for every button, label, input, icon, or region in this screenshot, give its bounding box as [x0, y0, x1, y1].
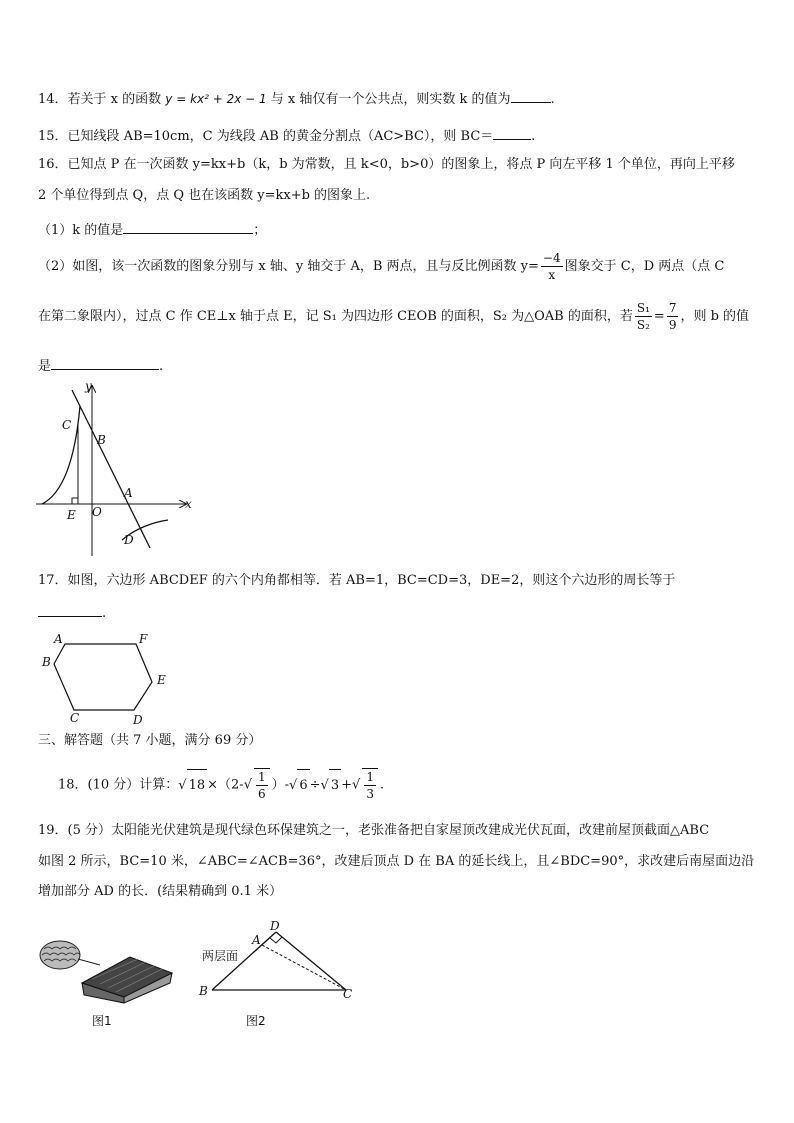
frac-den: x [548, 268, 556, 282]
sqrt-3: √ 3 [321, 769, 342, 802]
q16-part1-label: （1）k 的值是 [38, 223, 124, 238]
q15-end: . [531, 129, 536, 144]
q17-line2 [38, 602, 106, 623]
label-O: O [92, 505, 102, 519]
q18-end: . [379, 777, 385, 793]
tri-label-D: D [270, 919, 280, 933]
tri-label-A: A [252, 933, 261, 947]
q16-line4 [38, 300, 749, 333]
hex-label-F: F [139, 632, 148, 646]
side-dc [276, 932, 346, 990]
fraction-neg4-over-x [541, 250, 563, 283]
hex-label-C: C [70, 711, 80, 725]
label-C: C [62, 418, 72, 432]
label-y: y [85, 379, 92, 393]
q16-part2-suffix: 图象交于 C，D 两点（点 C [564, 259, 725, 274]
side-ac-dashed [262, 945, 346, 990]
tri-label-B: B [199, 984, 208, 998]
q16-line4-text: 在第二象限内），过点 C 作 CE⊥x 轴于点 E，记 S₁ 为四边形 CEOB 的面积，S₂ 为△OAB 的面积，若 [38, 309, 633, 324]
label-B: B [97, 433, 106, 447]
question-15 [38, 125, 535, 146]
right-angle-d [270, 937, 282, 943]
hex-label-A: A [54, 632, 63, 646]
q17-end: . [102, 606, 107, 621]
q15-text: 15．已知线段 AB=10cm，C 为线段 AB 的黄金分割点（AC>BC），则 BC＝ [38, 129, 494, 144]
answer-blank [51, 355, 159, 370]
label-A: A [124, 486, 133, 500]
answer-blank [511, 88, 551, 103]
q19-line3: 增加部分 AD 的长．(结果精确到 0.1 米） [38, 884, 283, 899]
q16-line4-suffix: ，则 b 的值 [680, 309, 750, 324]
hex-label-E: E [157, 673, 166, 687]
frac-den: 3 [366, 787, 374, 801]
hex-label-B: B [42, 655, 51, 669]
q14-suffix: 与 x 轴仅有一个公共点，则实数 k 的值为 [266, 92, 511, 107]
q16-part2 [38, 250, 724, 283]
hex-label-D: D [133, 713, 143, 727]
q14-end: . [550, 92, 555, 107]
sqrt-6: √ 6 [289, 769, 310, 802]
equals-sign: = [653, 309, 665, 324]
answer-blank [493, 125, 531, 140]
q19-line1: 19．(5 分）太阳能光伏建筑是现代绿色环保建筑之一，老张准备把自家屋顶改建成光伏瓦面，改建前屋顶截面△ABC [38, 823, 710, 838]
figure-1-caption: 图1 [92, 1014, 112, 1028]
frac-num: S₁ [636, 301, 650, 315]
frac-den: S₂ [636, 318, 650, 332]
q16-part2-text: （2）如图，该一次函数的图象分别与 x 轴、y 轴交于 A，B 两点，且与反比例函数 y= [38, 259, 539, 274]
q16-line5-end: . [159, 359, 164, 374]
q18-div: ÷ [309, 777, 321, 793]
sqrt-one-third: √ $\frac{1}{3}$ [352, 768, 380, 802]
house-illustration [38, 935, 173, 1005]
right-angle-mark [72, 498, 78, 504]
linear-function-line [72, 390, 150, 548]
q18-plus: + [341, 777, 353, 793]
q16-line5 [38, 355, 163, 376]
q16-part1-end: ； [253, 223, 267, 238]
q16-line2: 2 个单位得到点 Q，点 Q 也在该函数 y=kx+b 的图象上. [38, 188, 371, 203]
hexagon-abcdef [54, 644, 152, 710]
frac-num: 7 [668, 301, 677, 315]
q18-prefix: 18．(10 分）计算： [58, 777, 179, 793]
q18-times: ×（2- [207, 777, 244, 793]
label-x: x [185, 497, 192, 511]
radicand: 18 [187, 769, 208, 802]
q16-coordinate-figure [36, 380, 196, 560]
radicand: 6 [297, 769, 309, 802]
q19-line2: 如图 2 所示，BC=10 米，∠ABC=∠ACB=36°，改建后顶点 D 在 BA 的延长线上，且∠BDC=90°，求改建后南屋面边沿 [38, 854, 755, 869]
frac-num: 1 [366, 770, 374, 784]
answer-blank [123, 219, 253, 234]
frac-den: 9 [668, 318, 677, 332]
hyperbola-branch-upper [42, 406, 80, 504]
section-3-title: 三、解答题（共 7 小题，满分 69 分） [38, 733, 262, 748]
question-18 [58, 768, 384, 802]
q14-prefix: 14．若关于 x 的函数 [38, 92, 166, 107]
q16-part1 [38, 219, 266, 240]
q18-mid: ）- [271, 777, 290, 793]
label-D: D [124, 533, 134, 547]
label-E: E [67, 508, 76, 522]
sqrt-18: √ 18 [178, 769, 207, 802]
frac-num: 1 [258, 770, 266, 784]
figure-2-caption: 图2 [246, 1014, 266, 1028]
answer-blank [38, 602, 102, 617]
q17-line1: 17．如图，六边形 ABCDEF 的六个内角都相等．若 AB=1，BC=CD=3，DE=2，则这个六边形的周长等于 [38, 573, 676, 588]
frac-den: 6 [258, 787, 266, 801]
roof-label: 两层面 [202, 949, 239, 963]
ratio-7-9 [667, 300, 679, 333]
q16-line1: 16．已知点 P 在一次函数 y=kx+b（k，b 为常数，且 k<0，b>0）的图象上，将点 P 向左平移 1 个单位，再向上平移 [38, 157, 735, 172]
q14-formula: y = kx² + 2x − 1 [165, 92, 267, 106]
tri-label-C: C [343, 987, 353, 1001]
question-14 [38, 88, 555, 109]
radicand: 3 [329, 769, 341, 802]
ratio-s1-s2 [635, 300, 652, 333]
frac-num: −4 [542, 251, 561, 265]
sqrt-one-sixth: √ $\frac{1}{6}$ [244, 768, 272, 802]
q16-line5-text: 是 [38, 359, 52, 374]
